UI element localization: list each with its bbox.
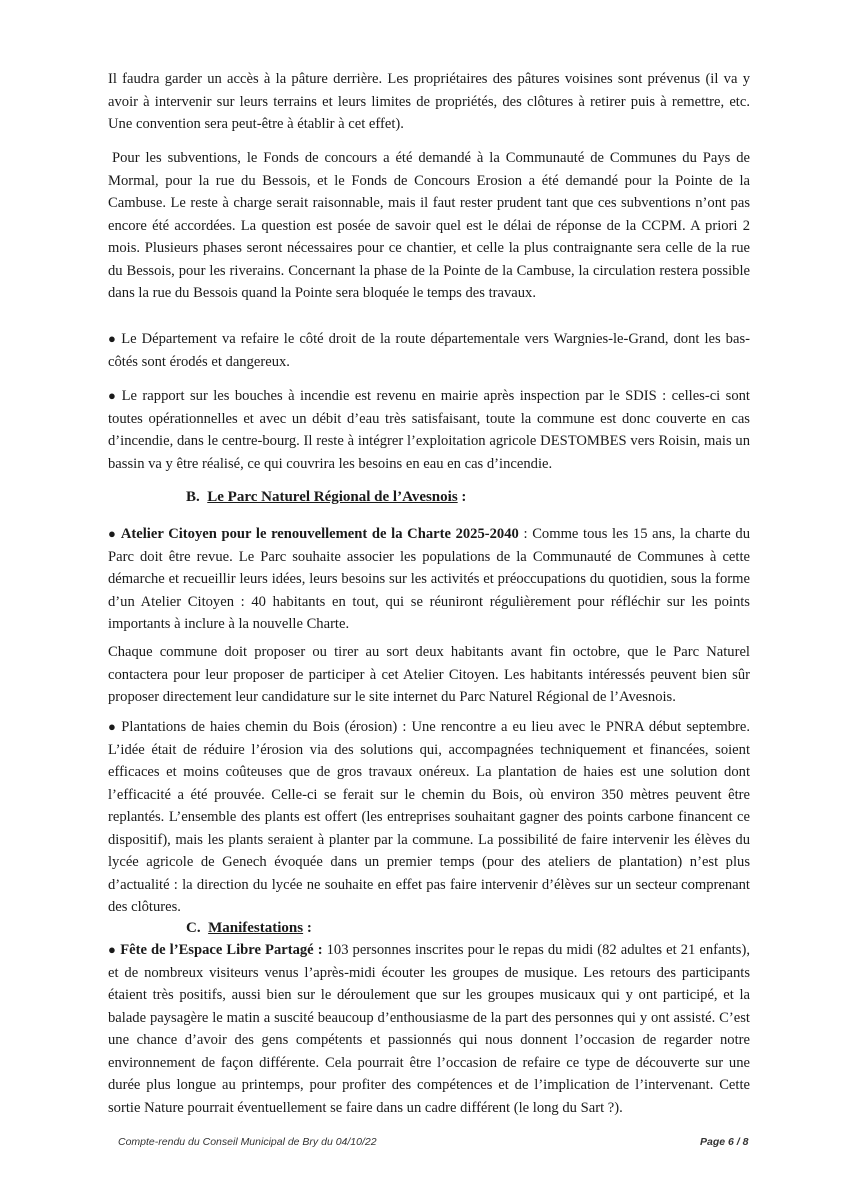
paragraph-text: Chaque commune doit proposer ou tirer au sort deux habitants avant fin octobre, que le Parc Naturel contactera pour leur proposer de participer à cet Atelier Citoyen. Les habitants intéressés peuvent bien sûr proposer directement leur candidature sur le site internet du Parc Naturel Régional de l’Avesnois. — [108, 644, 750, 705]
paragraph-pasture-access — [108, 68, 750, 136]
paragraph-departement-road — [108, 328, 750, 373]
footer-document-title: Compte-rendu du Conseil Municipal de Bry du 04/10/22 — [118, 1136, 377, 1148]
paragraph-bold-lead: Fête de l’Espace Libre Partagé : — [120, 942, 323, 958]
paragraph-fire-hydrants — [108, 385, 750, 475]
paragraph-commune-habitants — [108, 641, 750, 709]
paragraph-atelier-citoyen — [108, 523, 750, 636]
section-letter: B. — [186, 489, 200, 505]
paragraph-text: 103 personnes inscrites pour le repas du midi (82 adultes et 21 enfants), et de nombreux visiteurs venus l’après-midi écouter les groupes de musique. Les retours des participants étaient très positifs, aussi bien sur le déroulement que sur les groupes musicaux qui y ont participé, et la balade paysagère le matin a suscité beaucoup d’enthousiasme de la part des personnes qui y ont assisté. C’est une chance d’avoir des gens compétents et passionnés qui nous donnent l’occasion de regarder notre environnement de façon différente. Cela pourrait être l’occasion de refaire ce type de découverte sur une durée plus longue au printemps, pour profiter des compétences et de l’implication de l’intervenant. Cette sortie Nature pourrait éventuellement se faire dans un cadre différent (le long du Sart ?). — [108, 942, 750, 1116]
paragraph-subsidies — [108, 147, 750, 305]
section-title: Le Parc Naturel Régional de l’Avesnois — [207, 489, 458, 505]
paragraph-plantations-haies — [108, 716, 750, 919]
paragraph-text: Pour les subventions, le Fonds de concours a été demandé à la Communauté de Communes du Pays de Mormal, pour la rue du Bessois, et le Fonds de Concours Erosion a été demandé pour la Pointe de la Cambuse. Le reste à charge serait raisonnable, mais il faut rester prudent tant que ces subventions n’ont pas encore été accordées. La question est posée de savoir quel est le délai de réponse de la CCPM. A priori 2 mois. Plusieurs phases seront nécessaires pour ce chantier, et celle la plus contraignante sera celle de la rue du Bessois, pour les riverains. Concernant la phase de la Pointe de la Cambuse, la circulation restera possible dans la rue du Bessois quand la Pointe sera bloquée le temps des travaux. — [108, 150, 750, 301]
bullet-icon: ● — [108, 388, 118, 403]
bullet-icon: ● — [108, 331, 118, 346]
paragraph-fete-espace-libre — [108, 939, 750, 1119]
section-heading-b: B. Le Parc Naturel Régional de l’Avesnois : — [186, 489, 467, 505]
section-heading-c: C. Manifestations : — [186, 920, 312, 936]
paragraph-text: Il faudra garder un accès à la pâture derrière. Les propriétaires des pâtures voisines sont prévenus (il va y avoir à intervenir sur leurs terrains et leurs limites de propriétés, des clôtures à retirer puis à remettre, etc. Une convention sera peut-être à établir à cet effet). — [108, 71, 750, 132]
paragraph-text: Le rapport sur les bouches à incendie est revenu en mairie après inspection par le SDIS : celles-ci sont toutes opérationnelles et avec un débit d’eau très satisfaisant, toute la commune est donc couverte en cas d’incendie, dans le centre-bourg. Il reste à intégrer l’exploitation agricole DESTOMBES vers Roisin, mais un bassin va y être réalisé, ce qui couvrira les besoins en eau en cas d’incendie. — [108, 388, 750, 472]
bullet-icon: ● — [108, 942, 117, 957]
footer-page-number: Page 6 / 8 — [700, 1136, 749, 1148]
bullet-icon: ● — [108, 719, 118, 734]
paragraph-text: Plantations de haies chemin du Bois (érosion) : Une rencontre a eu lieu avec le PNRA début septembre. L’idée était de réduire l’érosion via des solutions qui, accompagnées techniquement et financées, soient efficaces et moins coûteuses que de gros travaux onéreux. La plantation de haies est une solution dont l’efficacité a été prouvée. Celle-ci se ferait sur le chemin du Bois, où environ 350 mètres peuvent être replantés. L’ensemble des plants est offert (les entreprises souhaitant gagner des points carbone financent ce dispositif), mais les plants seraient à planter par la commune. La possibilité de faire intervenir les élèves du lycée agricole de Genech évoquée dans un premier temps (pour des ateliers de plantation) n’est plus d’actualité : la direction du lycée ne souhaite en effet pas faire intervenir d’élèves sur un secteur comprenant des clôtures. — [108, 719, 750, 915]
section-letter: C. — [186, 920, 201, 936]
paragraph-text: Le Département va refaire le côté droit de la route départementale vers Wargnies-le-Grand, dont les bas-côtés sont érodés et dangereux. — [108, 331, 750, 370]
paragraph-text: : Comme tous les 15 ans, la charte du Parc doit être revue. Le Parc souhaite associer les populations de la Communauté de Communes à cette démarche et recueillir leurs idées, leurs besoins sur les activités et préoccupations du quotidien, sous la forme d’un Atelier Citoyen : 40 habitants en tout, qui se réuniront régulièrement pour réfléchir sur les points importants à inclure à la nouvelle Charte. — [108, 526, 750, 632]
bullet-icon: ● — [108, 526, 117, 541]
section-title: Manifestations — [208, 920, 304, 936]
paragraph-bold-lead: Atelier Citoyen pour le renouvellement de la Charte 2025-2040 — [120, 526, 519, 542]
